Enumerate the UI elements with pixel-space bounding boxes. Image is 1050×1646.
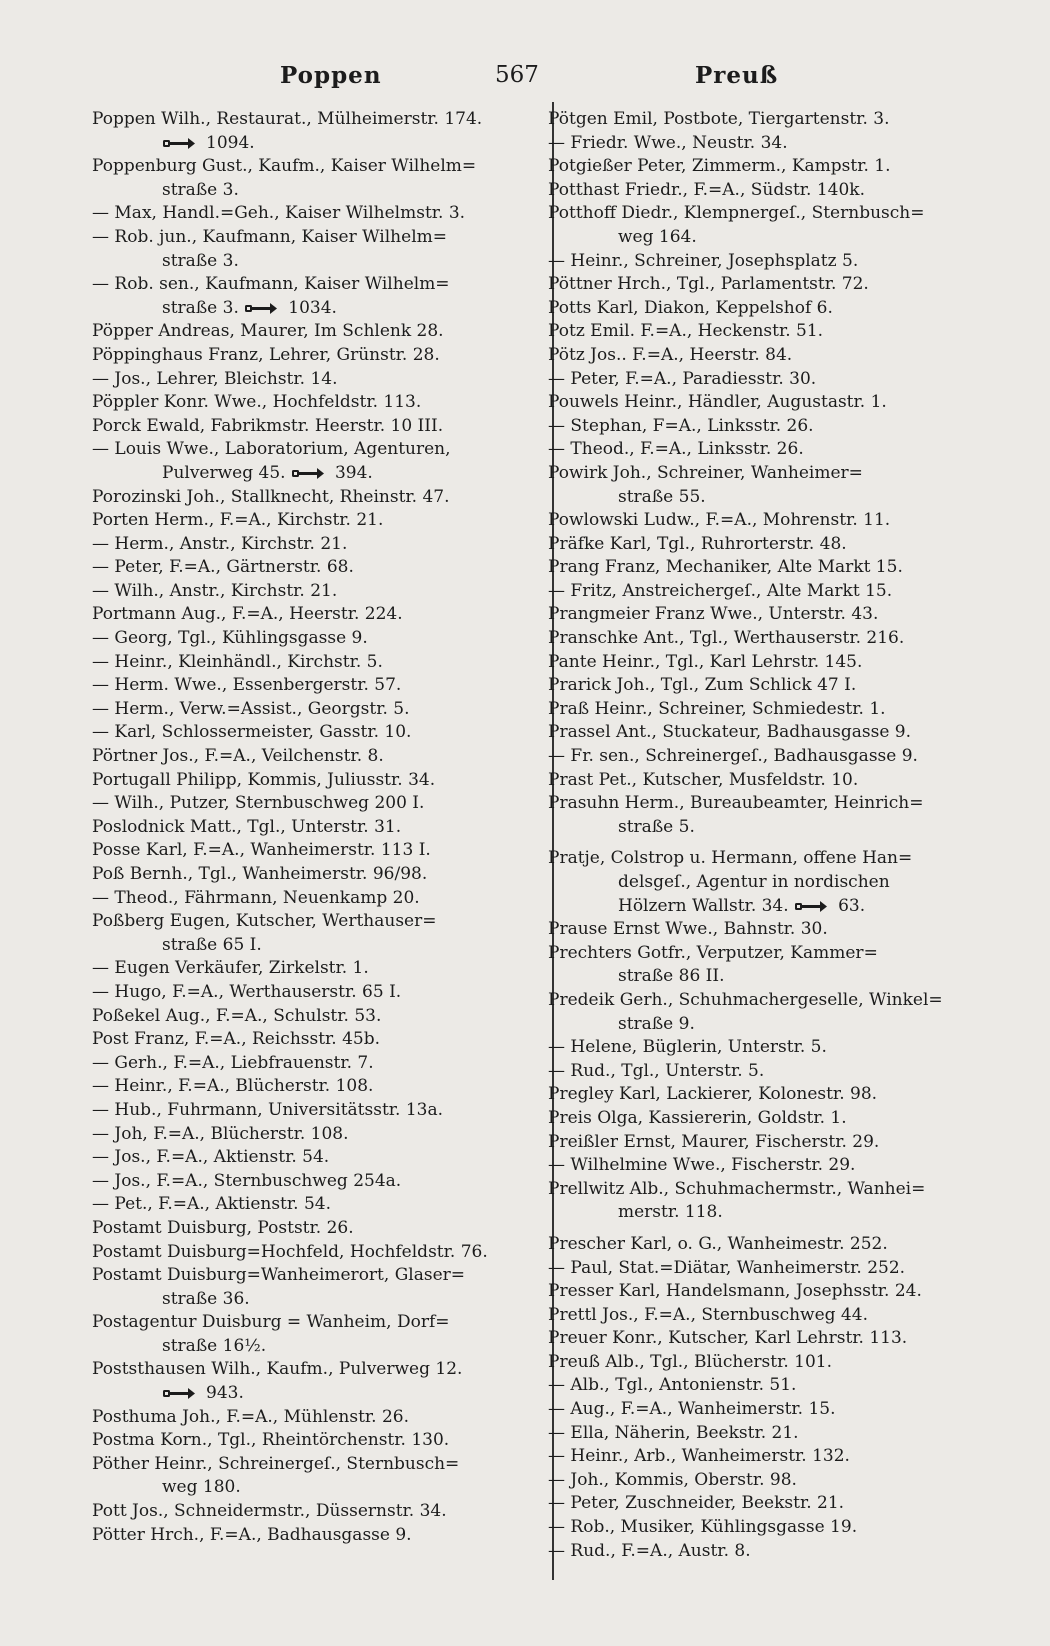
directory-entry-line bbox=[548, 1083, 976, 1107]
entry-text: — Fr. sen., Schreinergeſ., Badhausgasse 9. bbox=[548, 746, 918, 767]
entry-text: weg 164. bbox=[618, 226, 697, 247]
entry-text: Pöpper Andreas, Maurer, Im Schlenk 28. bbox=[92, 321, 444, 342]
entry-text: — Georg, Tgl., Kühlingsgasse 9. bbox=[92, 628, 368, 649]
entry-text: 1094. bbox=[206, 132, 255, 153]
entry-text: Pouwels Heinr., Händler, Augustastr. 1. bbox=[548, 392, 887, 413]
directory-entry-line bbox=[92, 486, 532, 510]
entry-text: — Herm. Wwe., Essenbergerstr. 57. bbox=[92, 675, 402, 696]
directory-entry-line bbox=[92, 1170, 532, 1194]
entry-text: Poßberg Eugen, Kutscher, Werthauser= bbox=[92, 911, 437, 932]
entry-text: — Heinr., Kleinhändl., Kirchstr. 5. bbox=[92, 651, 383, 672]
telephone-hand-icon bbox=[162, 1387, 196, 1400]
entry-text: Prangmeier Franz Wwe., Unterstr. 43. bbox=[548, 604, 879, 625]
entry-text: Postamt Duisburg, Poststr. 26. bbox=[92, 1217, 354, 1238]
entry-text: — Heinr., Schreiner, Josephsplatz 5. bbox=[548, 250, 859, 271]
directory-entry-line bbox=[548, 580, 976, 604]
directory-entry-line bbox=[548, 1233, 976, 1257]
entry-text: Prechters Gotfr., Verputzer, Kammer= bbox=[548, 942, 878, 963]
directory-entry-line bbox=[548, 871, 976, 895]
telephone-hand-icon bbox=[162, 137, 196, 150]
directory-entry-line bbox=[548, 745, 976, 769]
header-left-word: Poppen bbox=[280, 62, 382, 89]
directory-entry-line bbox=[548, 1351, 976, 1375]
entry-text: — Paul, Stat.=Diätar, Wanheimerstr. 252. bbox=[548, 1257, 906, 1278]
directory-entry-line bbox=[92, 698, 532, 722]
directory-entry-line bbox=[92, 509, 532, 533]
entry-text: — Jos., Lehrer, Bleichstr. 14. bbox=[92, 368, 338, 389]
entry-text: Prasuhn Herm., Bureaubeamter, Heinrich= bbox=[548, 793, 924, 814]
directory-entry-line bbox=[92, 179, 532, 203]
entry-text: — Fritz, Anstreichergeſ., Alte Markt 15. bbox=[548, 580, 893, 601]
entry-text: Potts Karl, Diakon, Keppelshof 6. bbox=[548, 297, 833, 318]
entry-text: — Wilhelmine Wwe., Fischerstr. 29. bbox=[548, 1155, 856, 1176]
right-column bbox=[548, 108, 976, 1563]
entry-text: Pötz Jos.. F.=A., Heerstr. 84. bbox=[548, 344, 793, 365]
entry-text: Preuer Konr., Kutscher, Karl Lehrstr. 113. bbox=[548, 1328, 908, 1349]
directory-entry-line bbox=[92, 1335, 532, 1359]
entry-text: — Joh., Kommis, Oberstr. 98. bbox=[548, 1469, 797, 1490]
directory-entry-line bbox=[548, 1540, 976, 1564]
entry-text: Pöttner Hrch., Tgl., Parlamentstr. 72. bbox=[548, 274, 869, 295]
directory-entry-line bbox=[92, 910, 532, 934]
entry-text: Potz Emil. F.=A., Heckenstr. 51. bbox=[548, 321, 824, 342]
directory-entry-line bbox=[548, 1469, 976, 1493]
directory-entry-line bbox=[548, 769, 976, 793]
entry-text: — Heinr., Arb., Wanheimerstr. 132. bbox=[548, 1446, 850, 1467]
directory-entry-line bbox=[548, 1516, 976, 1540]
directory-entry-line bbox=[92, 1524, 532, 1548]
directory-entry-line bbox=[548, 895, 976, 919]
directory-entry-line bbox=[548, 1492, 976, 1516]
entry-text: Pörtner Jos., F.=A., Veilchenstr. 8. bbox=[92, 746, 384, 767]
directory-entry-line bbox=[92, 674, 532, 698]
directory-entry-line bbox=[92, 1123, 532, 1147]
directory-entry-line bbox=[548, 989, 976, 1013]
entry-text: Prang Franz, Mechaniker, Alte Markt 15. bbox=[548, 557, 903, 578]
directory-entry-line bbox=[92, 462, 532, 486]
entry-text: — Joh, F.=A., Blücherstr. 108. bbox=[92, 1123, 349, 1144]
entry-text: — Max, Handl.=Geh., Kaiser Wilhelmstr. 3. bbox=[92, 203, 466, 224]
entry-text: Prast Pet., Kutscher, Musfeldstr. 10. bbox=[548, 769, 859, 790]
phone-number: 1034. bbox=[288, 297, 337, 318]
entry-text: Postamt Duisburg=Wanheimerort, Glaser= bbox=[92, 1265, 465, 1286]
directory-entry-line bbox=[92, 226, 532, 250]
directory-entry-line bbox=[92, 887, 532, 911]
directory-entry-line bbox=[548, 965, 976, 989]
entry-text: straße 5. bbox=[618, 816, 695, 837]
directory-entry-line bbox=[92, 1288, 532, 1312]
entry-text: Prarick Joh., Tgl., Zum Schlick 47 I. bbox=[548, 675, 857, 696]
directory-entry-line bbox=[548, 344, 976, 368]
directory-entry-line bbox=[548, 108, 976, 132]
directory-entry-line bbox=[92, 1429, 532, 1453]
directory-entry-line bbox=[548, 918, 976, 942]
entry-text: Prescher Karl, o. G., Wanheimestr. 252. bbox=[548, 1233, 888, 1254]
directory-entry-line bbox=[92, 1028, 532, 1052]
entry-text: straße 9. bbox=[618, 1013, 695, 1034]
entry-text: Poßekel Aug., F.=A., Schulstr. 53. bbox=[92, 1005, 382, 1026]
directory-entry-line bbox=[92, 391, 532, 415]
entry-text: Poststhausen Wilh., Kaufm., Pulverweg 12. bbox=[92, 1359, 463, 1380]
directory-entry-line bbox=[92, 792, 532, 816]
directory-entry-line bbox=[548, 674, 976, 698]
directory-entry-line bbox=[92, 368, 532, 392]
directory-entry-line bbox=[548, 1178, 976, 1202]
directory-entry-line bbox=[548, 1257, 976, 1281]
entry-text: — Peter, F.=A., Gärtnerstr. 68. bbox=[92, 557, 354, 578]
entry-text: Prellwitz Alb., Schuhmachermstr., Wanhei= bbox=[548, 1178, 926, 1199]
directory-entry-line bbox=[92, 863, 532, 887]
entry-text: Pratje, Colstrop u. Hermann, offene Han= bbox=[548, 848, 913, 869]
directory-entry-line bbox=[548, 721, 976, 745]
entry-text: — Stephan, F=A., Linksstr. 26. bbox=[548, 415, 814, 436]
directory-entry-line bbox=[92, 132, 532, 156]
directory-entry-line bbox=[92, 556, 532, 580]
entry-text: — Rob. jun., Kaufmann, Kaiser Wilhelm= bbox=[92, 226, 447, 247]
entry-text: — Louis Wwe., Laboratorium, Agenturen, bbox=[92, 439, 451, 460]
entry-text: Portugall Philipp, Kommis, Juliusstr. 34. bbox=[92, 769, 436, 790]
directory-entry-line bbox=[92, 981, 532, 1005]
entry-text: — Jos., F.=A., Sternbuschweg 254a. bbox=[92, 1170, 402, 1191]
telephone-hand-icon bbox=[244, 302, 278, 315]
entry-text: Pöppinghaus Franz, Lehrer, Grünstr. 28. bbox=[92, 344, 440, 365]
entry-text: straße 55. bbox=[618, 486, 706, 507]
entry-text: — Theod., F.=A., Linksstr. 26. bbox=[548, 439, 804, 460]
entry-text: — Jos., F.=A., Aktienstr. 54. bbox=[92, 1147, 330, 1168]
directory-entry-line bbox=[92, 108, 532, 132]
directory-entry-line bbox=[92, 651, 532, 675]
entry-text: weg 180. bbox=[162, 1477, 241, 1498]
directory-entry-line bbox=[548, 556, 976, 580]
directory-entry-line bbox=[92, 603, 532, 627]
entry-text: Potgießer Peter, Zimmerm., Kampstr. 1. bbox=[548, 156, 891, 177]
entry-text: straße 3. bbox=[162, 250, 239, 271]
page-header bbox=[80, 58, 980, 98]
directory-entry-line bbox=[92, 1311, 532, 1335]
directory-entry-line bbox=[92, 155, 532, 179]
directory-entry-line bbox=[548, 698, 976, 722]
entry-text: Porck Ewald, Fabrikmstr. Heerstr. 10 III. bbox=[92, 415, 444, 436]
directory-entry-line bbox=[548, 1036, 976, 1060]
entry-text: Porozinski Joh., Stallknecht, Rheinstr. 47. bbox=[92, 486, 450, 507]
directory-entry-line bbox=[92, 1406, 532, 1430]
entry-text: straße 16½. bbox=[162, 1335, 267, 1356]
directory-entry-line bbox=[92, 415, 532, 439]
header-right-word: Preuß bbox=[695, 62, 779, 89]
directory-entry-line bbox=[548, 202, 976, 226]
entry-text: Predeik Gerh., Schuhmachergeselle, Winkel= bbox=[548, 989, 943, 1010]
directory-entry-line bbox=[92, 1476, 532, 1500]
entry-text: — Wilh., Anstr., Kirchstr. 21. bbox=[92, 580, 338, 601]
entry-text: Porten Herm., F.=A., Kirchstr. 21. bbox=[92, 510, 384, 531]
directory-entry-line bbox=[92, 438, 532, 462]
entry-text: — Helene, Büglerin, Unterstr. 5. bbox=[548, 1037, 827, 1058]
entry-text: Post Franz, F.=A., Reichsstr. 45b. bbox=[92, 1029, 381, 1050]
entry-text: — Rud., F.=A., Austr. 8. bbox=[548, 1540, 751, 1561]
directory-entry-line bbox=[92, 1005, 532, 1029]
directory-entry-line bbox=[548, 250, 976, 274]
directory-entry-line bbox=[548, 486, 976, 510]
entry-text: straße 3. bbox=[162, 297, 239, 318]
entry-text: — Rob., Musiker, Kühlingsgasse 19. bbox=[548, 1517, 858, 1538]
entry-text: — Heinr., F.=A., Blücherstr. 108. bbox=[92, 1076, 374, 1097]
entry-text: Pregley Karl, Lackierer, Kolonestr. 98. bbox=[548, 1084, 878, 1105]
directory-entry-line bbox=[92, 1193, 532, 1217]
entry-text: straße 3. bbox=[162, 179, 239, 200]
directory-entry-line bbox=[548, 320, 976, 344]
entry-text: Powlowski Ludw., F.=A., Mohrenstr. 11. bbox=[548, 510, 891, 531]
entry-text: Poslodnick Matt., Tgl., Unterstr. 31. bbox=[92, 816, 402, 837]
directory-entry-line bbox=[92, 1075, 532, 1099]
directory-entry-line bbox=[548, 1422, 976, 1446]
entry-text: — Alb., Tgl., Antonienstr. 51. bbox=[548, 1375, 797, 1396]
directory-entry-line bbox=[548, 368, 976, 392]
page-number: 567 bbox=[495, 62, 539, 88]
directory-entry-line bbox=[548, 1445, 976, 1469]
entry-text: — Peter, Zuschneider, Beekstr. 21. bbox=[548, 1493, 845, 1514]
telephone-hand-icon bbox=[291, 467, 325, 480]
entry-text: — Gerh., F.=A., Liebfrauenstr. 7. bbox=[92, 1052, 374, 1073]
entry-text: Pötter Hrch., F.=A., Badhausgasse 9. bbox=[92, 1524, 412, 1545]
directory-entry-line bbox=[92, 1241, 532, 1265]
entry-text: Postma Korn., Tgl., Rheintörchenstr. 130. bbox=[92, 1430, 450, 1451]
directory-entry-line bbox=[548, 1201, 976, 1225]
entry-text: Portmann Aug., F.=A., Heerstr. 224. bbox=[92, 604, 403, 625]
entry-text: Presser Karl, Handelsmann, Josephsstr. 24. bbox=[548, 1281, 922, 1302]
directory-entry-line bbox=[92, 1052, 532, 1076]
entry-text: — Karl, Schlossermeister, Gasstr. 10. bbox=[92, 722, 412, 743]
entry-text: straße 36. bbox=[162, 1288, 250, 1309]
phone-number: 63. bbox=[838, 895, 866, 916]
directory-entry-line bbox=[548, 1107, 976, 1131]
directory-entry-line bbox=[92, 297, 532, 321]
entry-text: — Herm., Verw.=Assist., Georgstr. 5. bbox=[92, 698, 410, 719]
entry-text: Pulverweg 45. bbox=[162, 462, 286, 483]
entry-text: Hölzern Wallstr. 34. bbox=[618, 895, 789, 916]
telephone-hand-icon bbox=[794, 900, 828, 913]
directory-entry-line bbox=[92, 957, 532, 981]
entry-text: merstr. 118. bbox=[618, 1202, 723, 1223]
directory-entry-line bbox=[92, 1146, 532, 1170]
entry-text: — Aug., F.=A., Wanheimerstr. 15. bbox=[548, 1399, 836, 1420]
entry-text: — Friedr. Wwe., Neustr. 34. bbox=[548, 132, 788, 153]
directory-entry-line bbox=[92, 273, 532, 297]
directory-entry-line bbox=[548, 1374, 976, 1398]
entry-text: Pötgen Emil, Postbote, Tiergartenstr. 3. bbox=[548, 109, 890, 129]
directory-entry-line bbox=[92, 721, 532, 745]
directory-entry-line bbox=[548, 179, 976, 203]
entry-text: — Wilh., Putzer, Sternbuschweg 200 I. bbox=[92, 793, 425, 814]
directory-entry-line bbox=[548, 509, 976, 533]
entry-text: — Pet., F.=A., Aktienstr. 54. bbox=[92, 1194, 331, 1215]
directory-entry-line bbox=[548, 792, 976, 816]
entry-text: Poppen Wilh., Restaurat., Mülheimerstr. 174. bbox=[92, 109, 483, 129]
directory-entry-line bbox=[548, 1398, 976, 1422]
directory-entry-line bbox=[92, 1099, 532, 1123]
entry-text: Pante Heinr., Tgl., Karl Lehrstr. 145. bbox=[548, 651, 863, 672]
directory-entry-line bbox=[92, 1264, 532, 1288]
entry-text: delsgeſ., Agentur in nordischen bbox=[618, 872, 890, 892]
entry-text: Powirk Joh., Schreiner, Wanheimer= bbox=[548, 462, 863, 483]
entry-text: Potthoff Diedr., Klempnergeſ., Sternbusch= bbox=[548, 203, 925, 224]
entry-text: Prettl Jos., F.=A., Sternbuschweg 44. bbox=[548, 1304, 868, 1325]
directory-entry-line bbox=[92, 202, 532, 226]
entry-text: straße 65 I. bbox=[162, 934, 262, 955]
entry-text: Poppenburg Gust., Kaufm., Kaiser Wilhelm= bbox=[92, 156, 477, 177]
directory-entry-line bbox=[548, 1131, 976, 1155]
directory-entry-line bbox=[548, 1013, 976, 1037]
entry-text: Potthast Friedr., F.=A., Südstr. 140k. bbox=[548, 179, 865, 200]
directory-entry-line bbox=[548, 1060, 976, 1084]
left-column bbox=[92, 108, 532, 1547]
entry-text: straße 86 II. bbox=[618, 966, 725, 987]
directory-entry-line bbox=[92, 1217, 532, 1241]
entry-text: — Herm., Anstr., Kirchstr. 21. bbox=[92, 533, 348, 554]
directory-entry-line bbox=[92, 1358, 532, 1382]
directory-entry-line bbox=[92, 769, 532, 793]
entry-text: Preis Olga, Kassiererin, Goldstr. 1. bbox=[548, 1107, 847, 1128]
entry-text: Pöppler Konr. Wwe., Hochfeldstr. 113. bbox=[92, 392, 422, 413]
entry-text: Prause Ernst Wwe., Bahnstr. 30. bbox=[548, 919, 828, 940]
entry-text: Pott Jos., Schneidermstr., Düssernstr. 34. bbox=[92, 1501, 447, 1522]
directory-entry-line bbox=[92, 745, 532, 769]
directory-entry-line bbox=[548, 533, 976, 557]
directory-entry-line bbox=[548, 226, 976, 250]
directory-entry-line bbox=[548, 1154, 976, 1178]
directory-entry-line bbox=[548, 155, 976, 179]
entry-text: Preißler Ernst, Maurer, Fischerstr. 29. bbox=[548, 1131, 880, 1152]
directory-entry-line bbox=[92, 934, 532, 958]
entry-text: Praß Heinr., Schreiner, Schmiedestr. 1. bbox=[548, 698, 886, 719]
entry-text: Posse Karl, F.=A., Wanheimerstr. 113 I. bbox=[92, 840, 431, 861]
directory-entry-line bbox=[92, 839, 532, 863]
directory-entry-line bbox=[92, 250, 532, 274]
directory-entry-line bbox=[548, 1280, 976, 1304]
directory-entry-line bbox=[548, 462, 976, 486]
directory-entry-line bbox=[548, 847, 976, 871]
directory-entry-line bbox=[92, 816, 532, 840]
directory-entry-line bbox=[548, 651, 976, 675]
directory-entry-line bbox=[548, 816, 976, 840]
directory-entry-line bbox=[548, 1304, 976, 1328]
directory-entry-line bbox=[92, 1382, 532, 1406]
entry-text: Preuß Alb., Tgl., Blücherstr. 101. bbox=[548, 1351, 833, 1372]
entry-text: Posthuma Joh., F.=A., Mühlenstr. 26. bbox=[92, 1406, 409, 1427]
directory-entry-line bbox=[548, 1327, 976, 1351]
directory-entry-line bbox=[548, 297, 976, 321]
directory-entry-line bbox=[548, 273, 976, 297]
directory-entry-line bbox=[92, 320, 532, 344]
entry-text: Pranschke Ant., Tgl., Werthauserstr. 216. bbox=[548, 628, 905, 649]
directory-entry-line bbox=[548, 942, 976, 966]
entry-text: Postagentur Duisburg = Wanheim, Dorf= bbox=[92, 1312, 450, 1333]
directory-entry-line bbox=[548, 132, 976, 156]
directory-entry-line bbox=[92, 1500, 532, 1524]
entry-text: — Hub., Fuhrmann, Universitätsstr. 13a. bbox=[92, 1099, 444, 1120]
entry-text: — Hugo, F.=A., Werthauserstr. 65 I. bbox=[92, 981, 402, 1002]
directory-entry-line bbox=[92, 344, 532, 368]
entry-text: Postamt Duisburg=Hochfeld, Hochfeldstr. 76. bbox=[92, 1241, 488, 1262]
directory-entry-line bbox=[548, 627, 976, 651]
entry-text: Prassel Ant., Stuckateur, Badhausgasse 9. bbox=[548, 722, 912, 743]
entry-text: Poß Bernh., Tgl., Wanheimerstr. 96/98. bbox=[92, 864, 428, 884]
entry-text: — Peter, F.=A., Paradiesstr. 30. bbox=[548, 368, 817, 389]
entry-text: Pöther Heinr., Schreinergeſ., Sternbusch= bbox=[92, 1453, 460, 1474]
entry-text: — Rob. sen., Kaufmann, Kaiser Wilhelm= bbox=[92, 274, 450, 295]
directory-entry-line bbox=[548, 603, 976, 627]
phone-number: 394. bbox=[334, 462, 373, 483]
directory-entry-line bbox=[92, 1453, 532, 1477]
directory-entry-line bbox=[548, 438, 976, 462]
directory-entry-line bbox=[92, 580, 532, 604]
entry-text: Präfke Karl, Tgl., Ruhrorterstr. 48. bbox=[548, 533, 847, 554]
entry-text: — Ella, Näherin, Beekstr. 21. bbox=[548, 1422, 799, 1443]
directory-entry-line bbox=[92, 627, 532, 651]
entry-text: — Rud., Tgl., Unterstr. 5. bbox=[548, 1060, 765, 1081]
directory-entry-line bbox=[548, 415, 976, 439]
entry-text: 943. bbox=[206, 1383, 244, 1404]
entry-text: — Theod., Fährmann, Neuenkamp 20. bbox=[92, 887, 420, 908]
directory-entry-line bbox=[92, 533, 532, 557]
directory-entry-line bbox=[548, 391, 976, 415]
entry-text: — Eugen Verkäufer, Zirkelstr. 1. bbox=[92, 958, 369, 979]
